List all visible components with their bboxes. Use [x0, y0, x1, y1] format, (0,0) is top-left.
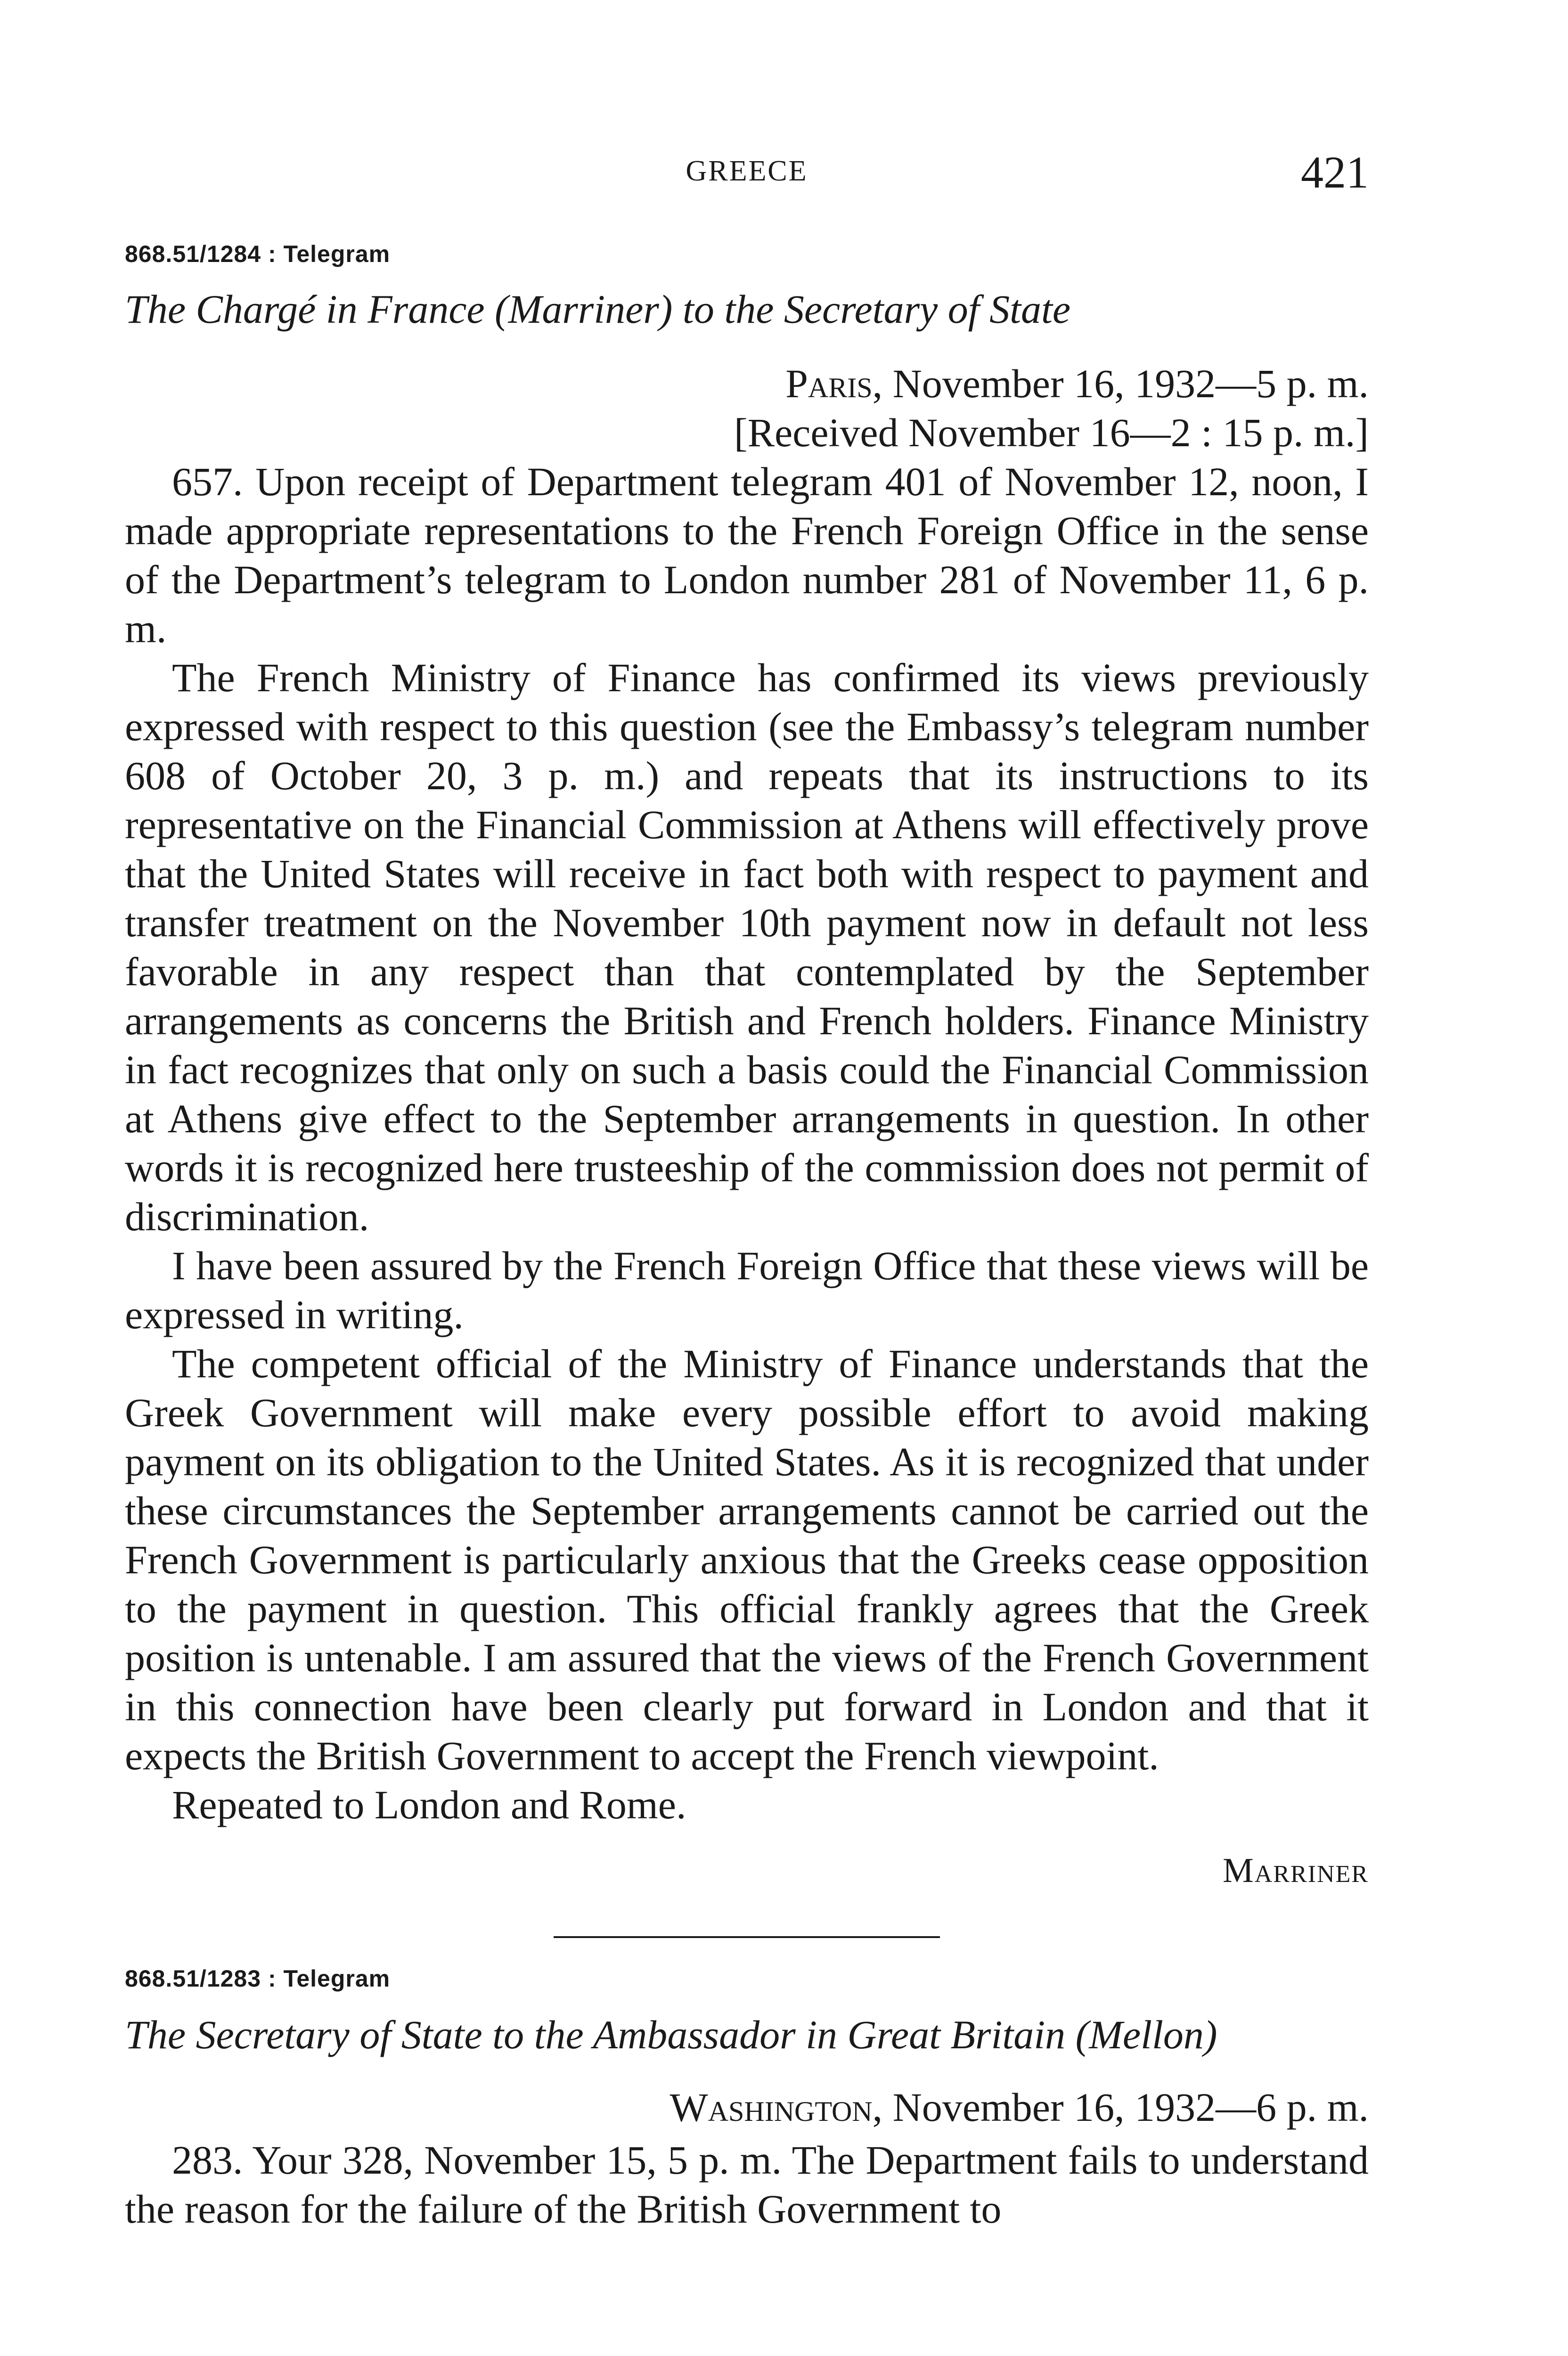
document-title: The Chargé in France (Marriner) to the Secretary of State: [125, 286, 1071, 332]
paragraph: Repeated to London and Rome.: [172, 1782, 686, 1827]
dateline: [125, 2083, 1369, 2132]
dateline-place: Paris: [785, 361, 873, 406]
paragraph: The French Ministry of Finance has confirmed its views previously expressed with respect to this question (see the Embassy’s telegram number 608 of October 20, 3 p. m.) and repeats that its instructions to its representative on the Financial Commission at Athens will effectively prove that the United States will receive in fact both with respect to payment and transfer treatment on the November 10th payment now in default not less favorable in any respect than that contemplated by the September arrangements as concerns the British and French holders. Finance Ministry in fact recognizes that only on such a basis could the Financial Commission at Athens give effect to the September arrangements in question. In other words it is recognized here trusteeship of the commission does not permit of discrimination.: [125, 655, 1369, 1239]
dateline-date: , November 16, 1932—6 p. m.: [872, 2085, 1369, 2130]
dateline-date: , November 16, 1932—5 p. m.: [872, 361, 1369, 406]
file-reference: 868.51/1284 : Telegram: [125, 241, 391, 267]
running-header: [125, 146, 1369, 198]
telegram-body: [125, 2135, 1369, 2233]
paragraph: 657. Upon receipt of Department telegram 401 of November 12, noon, I made appropriate representations to the French Foreign Office in the sense of the Department’s telegram to London number 281 of November 11, 6 p. m.: [125, 459, 1369, 651]
telegram-washington: [125, 1965, 1369, 2233]
paragraph: 283. Your 328, November 15, 5 p. m. The Department fails to understand the reason for the failure of the British Government to: [125, 2137, 1369, 2232]
file-reference: 868.51/1283 : Telegram: [125, 1965, 391, 1992]
telegram-paris: [125, 240, 1369, 1938]
document-title: The Secretary of State to the Ambassador in Great Britain (Mellon): [125, 2012, 1217, 2057]
page-number: 421: [1301, 147, 1369, 197]
received-line: [Received November 16—2 : 15 p. m.]: [734, 410, 1369, 455]
dateline-place: Washington: [670, 2085, 873, 2130]
section-separator: [554, 1936, 940, 1938]
dateline: [125, 359, 1369, 408]
paragraph: I have been assured by the French Foreign Office that these views will be expressed in writing.: [125, 1243, 1369, 1337]
signature: Marriner: [1222, 1851, 1369, 1890]
paragraph: The competent official of the Ministry of Finance understands that the Greek Government will make every possible effort to avoid making payment on its obligation to the United States. As it is recognized that under these circumstances the September arrangements cannot be carried out the French Government is particularly anxious that the Greeks cease opposition to the payment in question. This official frankly agrees that the Greek position is untenable. I am assured that the views of the French Government in this connection have been clearly put forward in London and that it expects the British Government to accept the French viewpoint.: [125, 1341, 1369, 1778]
telegram-body: [125, 457, 1369, 1829]
running-title: GREECE: [686, 155, 808, 187]
